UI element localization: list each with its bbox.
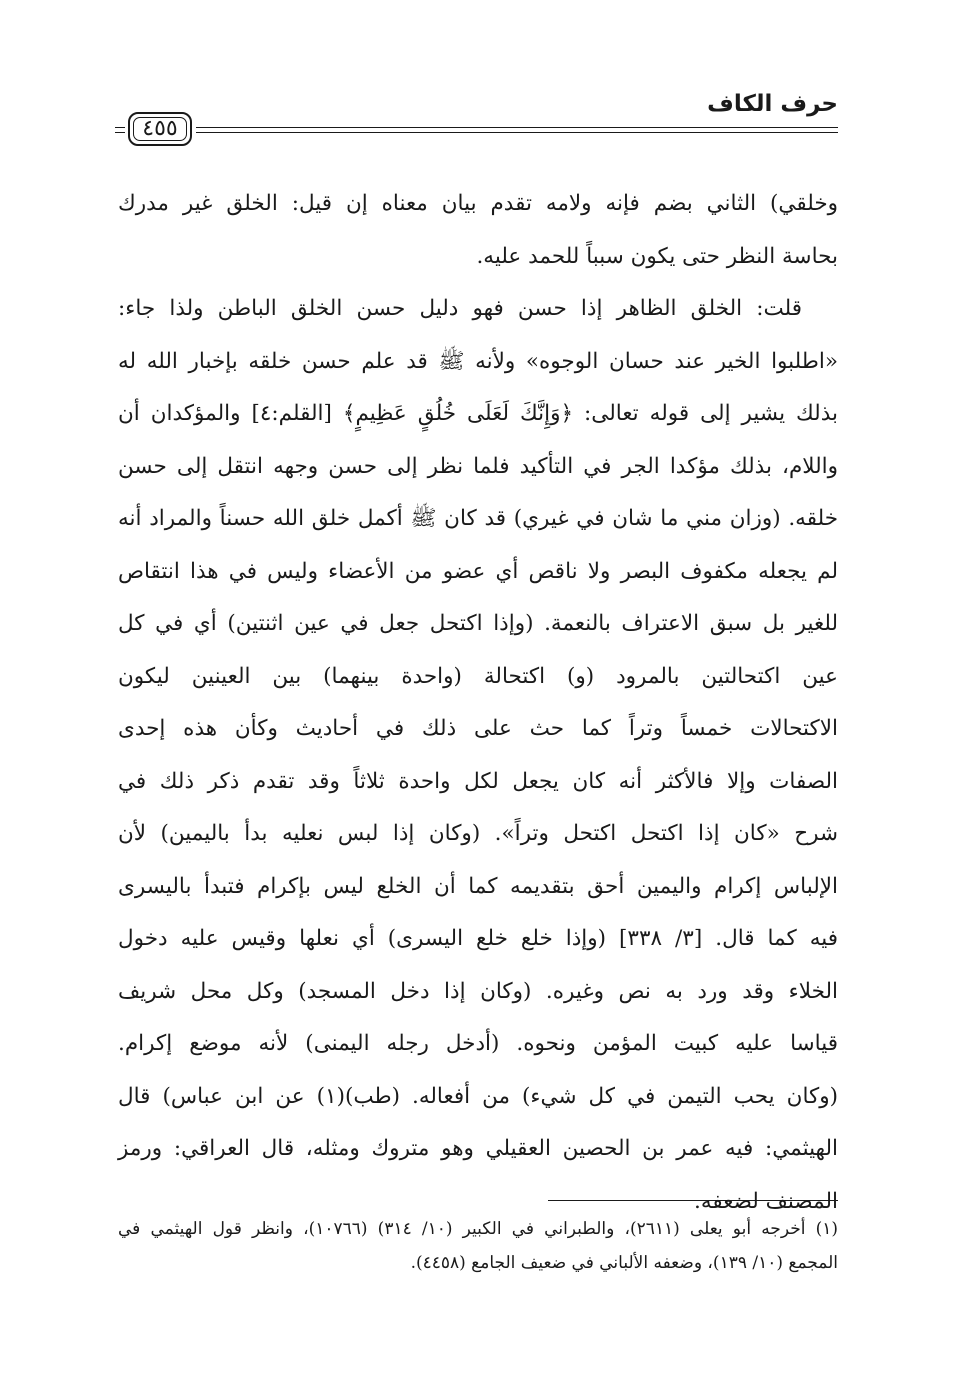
text-line: الإلباس إكرام واليمين أحق بتقديمه كما أن الخلع ليس بإكرام فتبدأ باليسرى (118, 873, 838, 899)
text-line: لم يجعله مكفوف البصر ولا ناقص أي عضو من الأعضاء وليس في هذا انتقاص (118, 558, 838, 584)
text-line: بحاسة النظر حتى يكون سبباً للحمد عليه. (476, 243, 838, 269)
text-line: خلقه. (وزان مني ما شان في غيري) قد كان ﷺ أكمل خلق الله حسناً والمراد أنه (118, 506, 838, 531)
page-number-box (128, 112, 192, 146)
text-line: الصفات وإلا فالأكثر أنه كان يجعل لكل واحدة ثلاثاً وقد تقدم ذكر ذلك في (118, 768, 838, 794)
text-line: الاكتحالات خمساً وتراً كما حث على ذلك في أحاديث وكأن هذه إحدى (118, 716, 838, 741)
main-text (118, 178, 838, 1228)
text-line: فيه كما قال. [٣/ ٣٣٨] (وإذا خلع خلع اليسرى) أي نعلها وقيس عليه دخول (118, 926, 839, 951)
footnotes (118, 1212, 838, 1280)
footnote-line: (١) أخرجه أبو يعلى (٢٦١١)، والطبراني في الكبير (١٠/ ٣١٤) (١٠٧٦٦)، وانظر قول الهيثمي في (118, 1219, 838, 1239)
text-line: الخلاء وقد ورد به نص وغيره. (وكان إذا دخل المسجد) وكل محل شريف (118, 978, 838, 1004)
footnote-separator (548, 1200, 838, 1201)
footnote-line: المجمع (١٠/ ١٣٩)، وضعفه الألباني في ضعيف الجامع (٤٤٥٨). (410, 1253, 838, 1273)
header-rule-tick (115, 127, 125, 133)
text-line: عين اكتحالتين بالمرود (و) اكتحالة (واحدة بينهما) بين العينين ليكون (118, 663, 838, 689)
text-line: بذلك يشير إلى قوله تعالى: ﴿وَإِنَّكَ لَعَلَى خُلُقٍ عَظِيمٍ﴾ [القلم:٤] والمؤكدان أن (118, 401, 838, 426)
text-line: واللام، بذلك مؤكدا الجر في التأكيد فلما نظر إلى حسن وجهه انتقل إلى حسن (118, 453, 838, 479)
text-line: للغير بل سبق الاعتراف بالنعمة. (وإذا اكتحل جعل في عين اثنتين) أي في كل (118, 611, 838, 636)
page-number: ٤٥٥ (142, 116, 178, 141)
text-line: المصنف لضعفه. (694, 1188, 838, 1214)
chapter-title: حرف الكاف (707, 91, 838, 117)
text-line: (وكان يحب التيمن في كل شيء) من أفعاله. (طب)(١) عن ابن عباس) قال (118, 1083, 838, 1109)
text-line: الهيثمي: فيه عمر بن الحصين العقيلي وهو متروك ومثله، قال العراقي: ورمز (118, 1136, 838, 1161)
text-line: قياسا عليه كبيت المؤمن ونحوه. (أدخل رجله اليمنى) لأنه موضع إكرام. (118, 1031, 838, 1056)
text-line: شرح «كان إذا اكتحل اكتحل وتراً». (وكان إذا لبس نعليه بدأ باليمين) لأن (118, 821, 838, 846)
text-line: «اطلبوا الخير عند حسان الوجوه» ولأنه ﷺ قد علم حسن خلقه بإخبار الله له (118, 348, 838, 374)
text-line: وخلقي) الثاني بضم فإنه ولامه تقدم بيان معناه إن قيل: الخلق غير مدرك (118, 191, 838, 216)
header-double-rule (196, 127, 838, 133)
text-line: قلت: الخلق الظاهر إذا حسن فهو دليل حسن الخلق الباطن ولذا جاء: (118, 296, 802, 321)
